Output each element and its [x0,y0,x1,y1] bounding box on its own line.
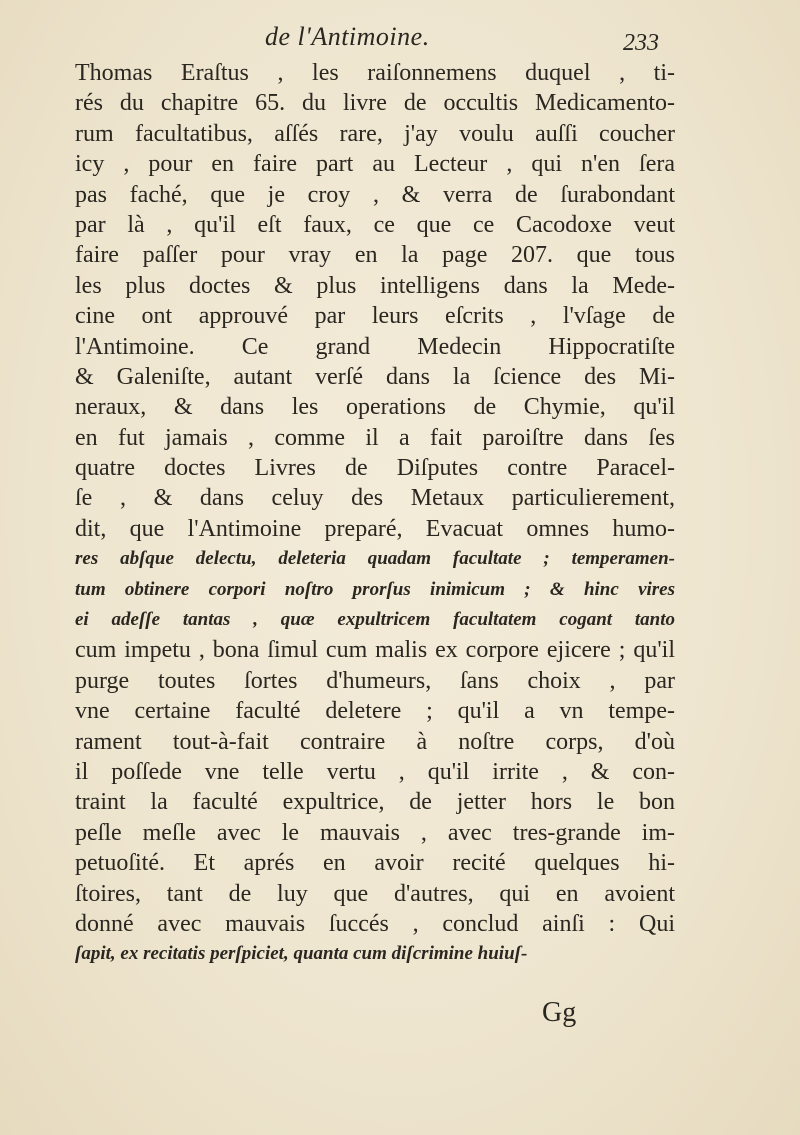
text-line: quatre doctes Livres de Diſputes contre Paracel- [75,455,675,482]
text-line: cum impetu , bona ſimul cum malis ex corpore ejicere ; qu'il [75,637,675,664]
text-line: donné avec mauvais ſuccés , conclud ainſi : Qui [75,910,675,937]
body-text [75,58,675,970]
text-line: Thomas Eraſtus , les raiſonnemens duquel , ti- [75,60,675,86]
text-line: par là , qu'il eſt faux, ce que ce Cacodoxe veut [75,211,675,238]
text-line: rés du chapitre 65. du livre de occultis Medicamento- [75,90,675,117]
text-line: ſtoires, tant de luy que d'autres, qui en avoient [75,880,675,907]
text-line: neraux, & dans les operations de Chymie, qu'il [75,394,675,421]
page-number: 233 [623,30,659,56]
text-line: rum facultatibus, aſſés rare, j'ay voulu auſſi coucher [75,120,675,147]
text-line: peſle meſle avec le mauvais , avec tres-grande im- [75,819,675,846]
text-line: tum obtinere corpori noſtro prorſus inimicum ; & hinc vires [75,578,675,600]
text-line: vne certaine faculté deletere ; qu'il a vn tempe- [75,698,675,725]
text-line: ſe , & dans celuy des Metaux particulierement, [75,485,675,512]
text-line: les plus doctes & plus intelligens dans la Mede- [75,272,675,299]
text-line: purge toutes ſortes d'humeurs, ſans choix , par [75,667,675,694]
text-line: faire paſſer pour vray en la page 207. que tous [75,242,675,269]
text-line: ei adeſſe tantas , quæ expultricem facultatem cogant tanto [75,609,675,631]
text-line: icy , pour en faire part au Lecteur , qui n'en ſera [75,151,675,178]
signature-mark: Gg [542,997,577,1028]
text-line: il poſſede vne telle vertu , qu'il irrite , & con- [75,758,675,785]
text-line: traint la faculté expultrice, de jetter hors le bon [75,789,675,816]
page-header [75,22,675,62]
text-line: pas faché, que je croy , & verra de ſurabondant [75,181,675,208]
text-line: petuoſité. Et aprés en avoir recité quelques hi- [75,850,675,877]
text-line: res abſque delectu, deleteria quadam facultate ; temperamen- [75,548,675,570]
text-line: dit, que l'Antimoine preparé, Evacuat omnes humo- [75,515,675,542]
text-line: rament tout-à-fait contraire à noſtre corps, d'où [75,728,675,755]
text-line: ſapit, ex recitatis perſpiciet, quanta cum diſcrimine huiuſ- [75,943,528,965]
text-line: & Galeniſte, autant verſé dans la ſcience des Mi- [75,363,675,390]
text-line: en fut jamais , comme il a fait paroiſtre dans ſes [75,424,675,451]
text-line: cine ont approuvé par leurs eſcrits , l'vſage de [75,303,675,330]
text-line: l'Antimoine. Ce grand Medecin Hippocratiſte [75,333,675,360]
running-head: de l'Antimoine. [265,22,430,51]
